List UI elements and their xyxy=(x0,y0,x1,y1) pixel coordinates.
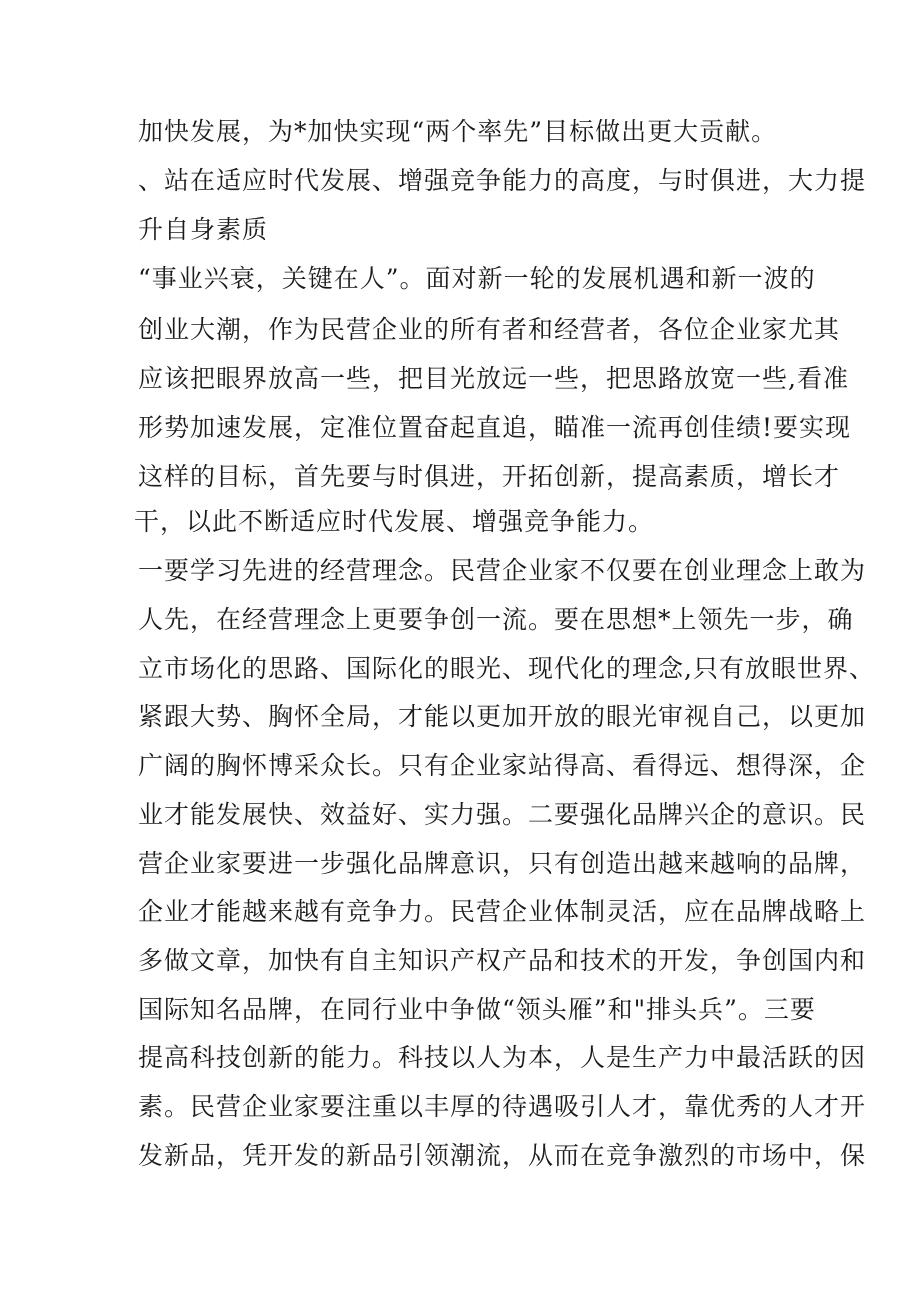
text-line: 发新品，凭开发的新品引领潮流，从而在竞争激烈的市场中，保 xyxy=(138,1141,867,1170)
text-line: 应该把眼界放高一些，把目光放远一些，把思路放宽一些,看准 xyxy=(138,364,849,393)
text-line: 企业才能越来越有竞争力。民营企业体制灵活，应在品牌战略上 xyxy=(138,897,867,926)
text-line: 人先，在经营理念上更要争创一流。要在思想*上领先一步，确 xyxy=(138,605,854,634)
text-line: 创业大潮，作为民营企业的所有者和经营者，各位企业家尤其 xyxy=(138,315,841,344)
text-line: “事业兴衰，关键在人”。面对新一轮的发展机遇和新一波的 xyxy=(138,264,816,293)
text-line: 多做文章，加快有自主知识产权产品和技术的开发，争创国内和 xyxy=(138,946,867,975)
text-line: 干，以此不断适应时代发展、增强竞争能力。 xyxy=(134,507,655,536)
text-line: 形势加速发展，定准位置奋起直追，瞄准一流再创佳绩!要实现 xyxy=(138,413,852,442)
text-line: 广阔的胸怀博采众长。只有企业家站得高、看得远、想得深，企 xyxy=(138,751,867,780)
text-line: 国际知名品牌，在同行业中争做“领头雁”和"排头兵”。三要 xyxy=(138,995,816,1024)
text-line: 提高科技创新的能力。科技以人为本，人是生产力中最活跃的因 xyxy=(138,1043,867,1072)
text-line: 加快发展，为*加快实现“两个率先”目标做出更大贡献。 xyxy=(138,117,778,146)
section-heading-line-1: 、站在适应时代发展、增强竞争能力的高度，与时俱进，大力提 xyxy=(138,166,867,195)
text-line: 素。民营企业家要注重以丰厚的待遇吸引人才，靠优秀的人才开 xyxy=(138,1092,867,1121)
section-heading-line-2: 升自身素质 xyxy=(138,215,269,244)
text-line: 营企业家要进一步强化品牌意识，只有创造出越来越响的品牌， xyxy=(138,849,867,878)
text-line: 立市场化的思路、国际化的眼光、现代化的理念,只有放眼世界、 xyxy=(138,654,875,683)
text-line: 业才能发展快、效益好、实力强。二要强化品牌兴企的意识。民 xyxy=(138,800,867,829)
text-line: 紧跟大势、胸怀全局，才能以更加开放的眼光审视自己，以更加 xyxy=(138,702,867,731)
text-line: 这样的目标，首先要与时俱进，开拓创新，提高素质，增长才 xyxy=(138,462,841,491)
text-line: 一要学习先进的经营理念。民营企业家不仅要在创业理念上敢为 xyxy=(138,556,867,585)
